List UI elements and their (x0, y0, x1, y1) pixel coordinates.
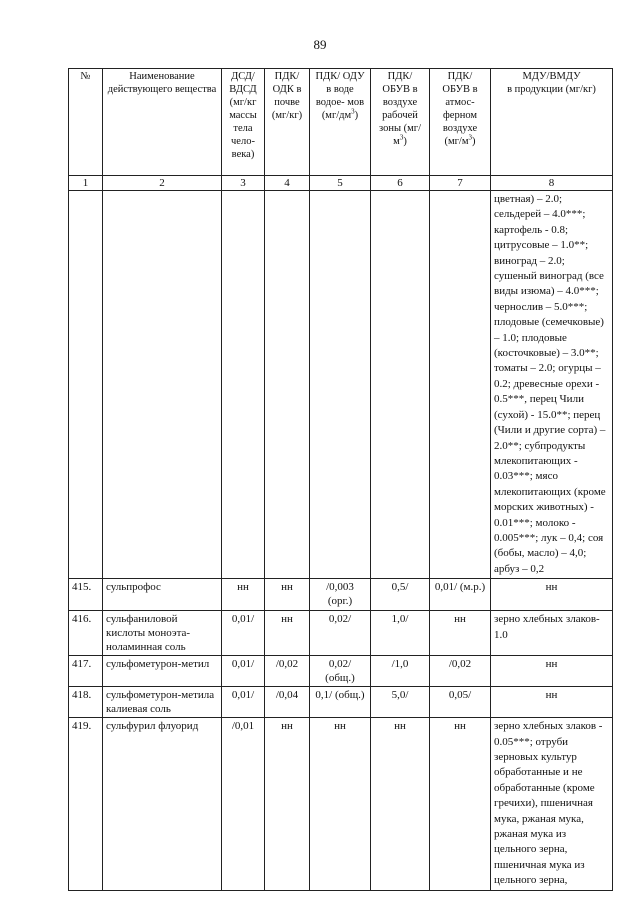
mdu-cell: нн (491, 687, 613, 718)
column-number: 4 (265, 176, 310, 191)
row-number: 417. (69, 656, 103, 687)
header-atm-air-sup: 3 (468, 133, 472, 142)
work-air-cell: нн (371, 718, 430, 890)
water-cell: 0,02/ (общ.) (310, 656, 371, 687)
substance-name: сульфометурон-метил (103, 656, 222, 687)
table-row (69, 579, 613, 611)
row-number: 419. (69, 718, 103, 890)
header-mdu-title: МДУ/ВМДУ (522, 71, 581, 82)
soil-cell: нн (265, 718, 310, 890)
water-cell: 0,1/ (общ.) (310, 687, 371, 718)
water-cell: 0,02/ (310, 611, 371, 656)
header-number: № (69, 69, 103, 176)
empty-cell (103, 191, 222, 579)
atm-air-cell: нн (430, 718, 491, 890)
mdu-cell: нн (491, 579, 613, 611)
dsd-cell: нн (222, 579, 265, 611)
row-number: 418. (69, 687, 103, 718)
page-number: 89 (313, 37, 327, 52)
header-atm-air-text: ПДК/ ОБУВ в атмос- ферном воздухе (мг/м (442, 71, 478, 147)
column-number: 1 (69, 176, 103, 191)
atm-air-cell: 0,01/ (м.р.) (430, 579, 491, 611)
dsd-cell: 0,01/ (222, 611, 265, 656)
header-substance-name: Наименование действующего вещества (103, 69, 222, 176)
dsd-cell: 0,01/ (222, 687, 265, 718)
dsd-cell: 0,01/ (222, 656, 265, 687)
water-cell: нн (310, 718, 371, 890)
empty-cell (265, 191, 310, 579)
column-number: 8 (491, 176, 613, 191)
atm-air-cell: 0,05/ (430, 687, 491, 718)
header-mdu-sub: в продукции (мг/кг) (507, 84, 596, 95)
soil-cell: нн (265, 611, 310, 656)
empty-cell (69, 191, 103, 579)
column-number: 2 (103, 176, 222, 191)
header-atm-air (430, 69, 491, 176)
soil-cell: /0,04 (265, 687, 310, 718)
pesticide-table (68, 68, 613, 891)
empty-cell (371, 191, 430, 579)
table-row (69, 718, 613, 890)
header-water-text: ПДК/ ОДУ в воде водое- мов (мг/дм (315, 71, 365, 121)
work-air-cell: 5,0/ (371, 687, 430, 718)
header-water-sup: 3 (351, 107, 355, 116)
mdu-cell: цветная) – 2.0; сельдерей – 4.0***; картофель - 0.8; цитрусовые – 1.0**; виноград – 2.0; сушеный виноград (все виды изюма) – 4.0***; чернослив – 5.0***; плодовые (семечковые) – 1.0; плодовые (косточковые) – 3.0**; томаты – 2.0; огурцы – 0.2; древесные орехи - 0.5***, перец Чили (сухой) - 15.0**; перец (Чили и другие сорта) – 2.0**; субпродукты млекопитающих - 0.03***; мясо млекопитающих (кроме морских животных) - 0.01***; молоко - 0.005***; лук – 0,4; соя (бобы, масло) – 4,0; арбуз – 0,2 (491, 191, 613, 579)
column-number-row (69, 176, 613, 191)
header-water (310, 69, 371, 176)
mdu-cell: зерно хлебных злаков - 0.05***; отруби зерновых культур обработанные и не обработанные (кроме гречихи), пшеничная мука, ржаная мука, ржаная мука из цельного зерна, пшеничная мука из цельного зерна, (491, 718, 613, 890)
empty-cell (222, 191, 265, 579)
header-mdu (491, 69, 613, 176)
column-number: 3 (222, 176, 265, 191)
header-work-air (371, 69, 430, 176)
table-row (69, 611, 613, 656)
row-number: 415. (69, 579, 103, 611)
header-work-air-close: ) (403, 136, 407, 147)
substance-name: сульфометурон-метила калиевая соль (103, 687, 222, 718)
work-air-cell: 0,5/ (371, 579, 430, 611)
atm-air-cell: /0,02 (430, 656, 491, 687)
continuation-row (69, 191, 613, 579)
empty-cell (310, 191, 371, 579)
mdu-cell: нн (491, 656, 613, 687)
header-work-air-sup: 3 (399, 133, 404, 142)
header-water-close: ) (354, 110, 359, 121)
soil-cell: нн (265, 579, 310, 611)
column-number: 6 (371, 176, 430, 191)
water-cell: /0,003 (орг.) (310, 579, 371, 611)
header-atm-air-close: ) (472, 136, 476, 147)
table-row (69, 656, 613, 687)
empty-cell (430, 191, 491, 579)
mdu-cell: зерно хлебных злаков- 1.0 (491, 611, 613, 656)
substance-name: сульфурил флуорид (103, 718, 222, 890)
work-air-cell: /1,0 (371, 656, 430, 687)
dsd-cell: /0,01 (222, 718, 265, 890)
substance-name: сульпрофос (103, 579, 222, 611)
header-dsd: ДСД/ ВДСД (мг/кг массы тела чело- века) (222, 69, 265, 176)
substance-name: сульфаниловой кислоты моноэта- ноламинная соль (103, 611, 222, 656)
soil-cell: /0,02 (265, 656, 310, 687)
column-number: 5 (310, 176, 371, 191)
column-number: 7 (430, 176, 491, 191)
header-work-air-text: ПДК/ ОБУВ в воздухе рабочей зоны (мг/м (379, 71, 421, 147)
header-soil: ПДК/ ОДК в почве (мг/кг) (265, 69, 310, 176)
work-air-cell: 1,0/ (371, 611, 430, 656)
atm-air-cell: нн (430, 611, 491, 656)
header-row (69, 69, 613, 176)
row-number: 416. (69, 611, 103, 656)
table-row (69, 687, 613, 718)
